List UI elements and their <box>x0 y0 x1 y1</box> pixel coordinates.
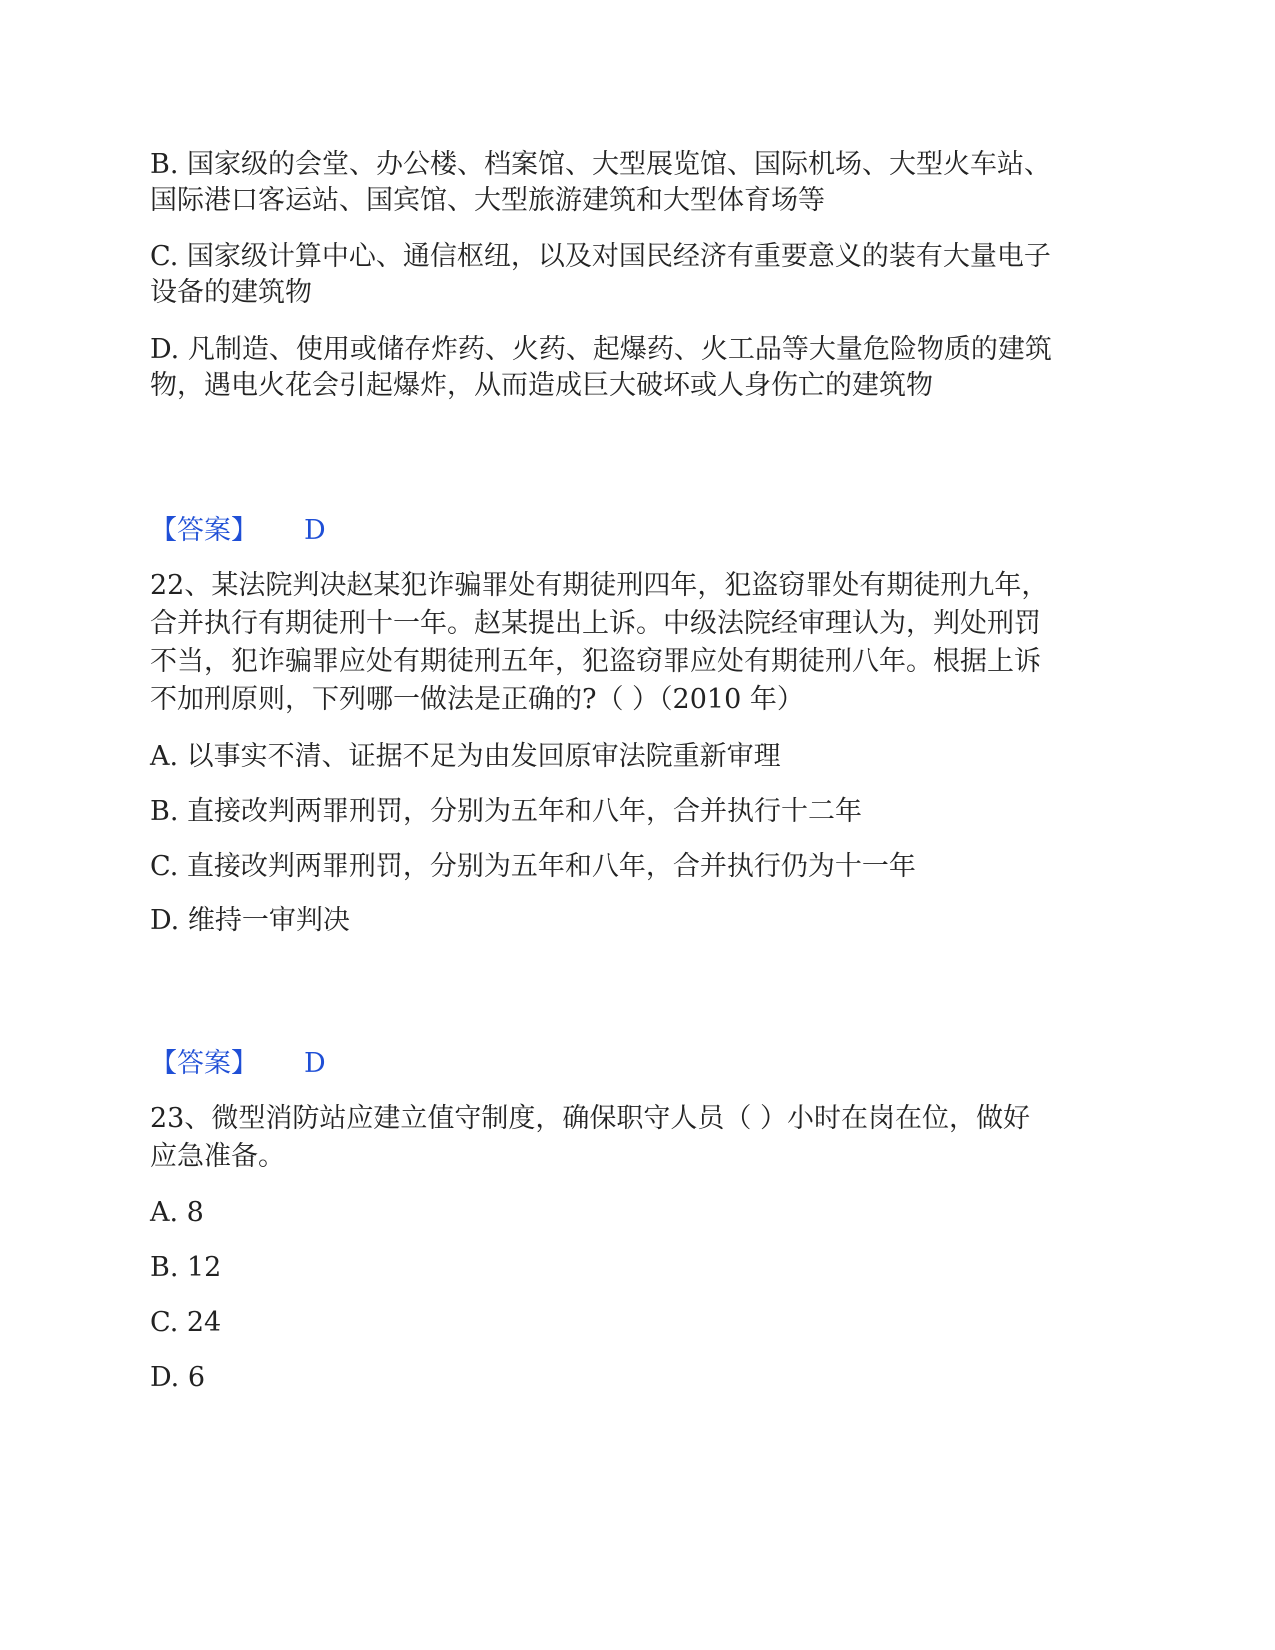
q23-stem-line-2: 应急准备。 <box>150 1141 285 1172</box>
answer-value: D <box>304 515 326 546</box>
prev-option-c-line-2: 设备的建筑物 <box>150 277 312 308</box>
prev-option-b-line-2: 国际港口客运站、国宾馆、大型旅游建筑和大型体育场等 <box>150 185 825 216</box>
q22-stem-line-4: 不加刑原则，下列哪一做法是正确的?（ ）（2010 年） <box>150 684 804 715</box>
q23-option-c: C. 24 <box>150 1307 222 1338</box>
q22-stem-line-1: 22、某法院判决赵某犯诈骗罪处有期徒刑四年，犯盗窃罪处有期徒刑九年， <box>150 570 1049 601</box>
answer-label: 【答案】 <box>150 1048 258 1079</box>
q22-option-c: C. 直接改判两罪刑罚，分别为五年和八年，合并执行仍为十一年 <box>150 851 916 882</box>
q22-answer <box>150 1044 326 1084</box>
answer-value: D <box>304 1048 326 1079</box>
prev-option-d-line-1: D. 凡制造、使用或储存炸药、火药、起爆药、火工品等大量危险物质的建筑 <box>150 334 1052 365</box>
q22-stem-line-2: 合并执行有期徒刑十一年。赵某提出上诉。中级法院经审理认为，判处刑罚 <box>150 608 1041 639</box>
q23-option-d: D. 6 <box>150 1362 206 1393</box>
q23-stem-line-1: 23、微型消防站应建立值守制度，确保职守人员（ ）小时在岗在位，做好 <box>150 1103 1030 1134</box>
q22-option-d: D. 维持一审判决 <box>150 905 350 936</box>
q22-option-a: A. 以事实不清、证据不足为由发回原审法院重新审理 <box>150 741 781 772</box>
q23-option-b: B. 12 <box>150 1252 222 1283</box>
q22-option-b: B. 直接改判两罪刑罚，分别为五年和八年，合并执行十二年 <box>150 796 863 827</box>
q22-stem-line-3: 不当，犯诈骗罪应处有期徒刑五年，犯盗窃罪应处有期徒刑八年。根据上诉 <box>150 646 1041 677</box>
prev-option-b-line-1: B. 国家级的会堂、办公楼、档案馆、大型展览馆、国际机场、大型火车站、 <box>150 149 1052 180</box>
answer-label: 【答案】 <box>150 515 258 546</box>
prev-option-d-line-2: 物，遇电火花会引起爆炸，从而造成巨大破坏或人身伤亡的建筑物 <box>150 370 933 401</box>
q23-option-a: A. 8 <box>150 1197 204 1228</box>
prev-answer <box>150 511 326 551</box>
prev-option-c-line-1: C. 国家级计算中心、通信枢纽，以及对国民经济有重要意义的装有大量电子 <box>150 241 1051 272</box>
